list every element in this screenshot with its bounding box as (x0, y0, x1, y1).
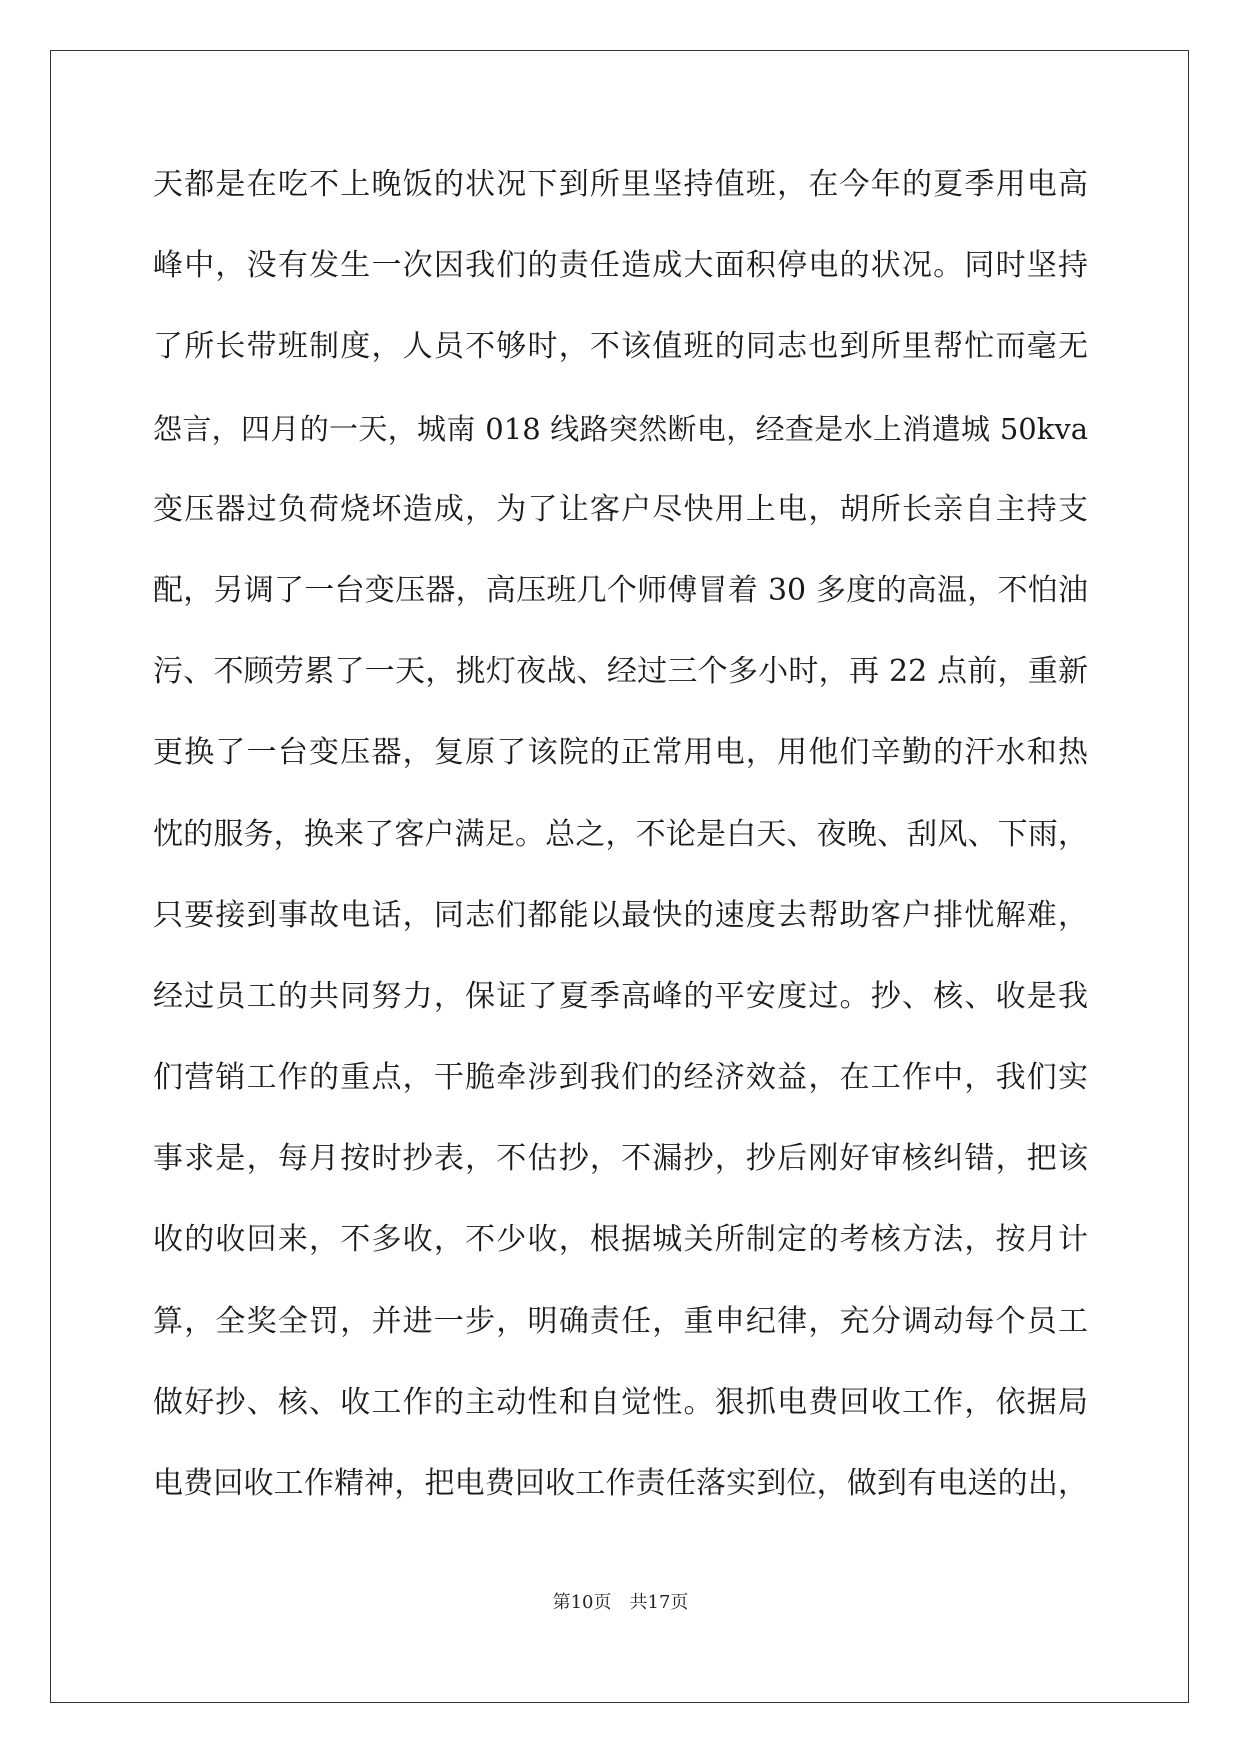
text-line: 收的收回来，不多收，不少收，根据城关所制定的考核方法，按月计 (153, 1222, 1088, 1258)
text-line: 怨言，四月的一天，城南 018 线路突然断电，经查是水上消遣城 50kva (153, 411, 1088, 446)
text-line: 只要接到事故电话，同志们都能以最快的速度去帮助客户排忧解难， (153, 897, 1088, 933)
text-line: 更换了一台变压器，复原了该院的正常用电，用他们辛勤的汗水和热 (153, 735, 1088, 771)
text-line: 经过员工的共同努力，保证了夏季高峰的平安度过。抄、核、收是我 (153, 978, 1088, 1014)
text-line: 做好抄、核、收工作的主动性和自觉性。狠抓电费回收工作，依据局 (153, 1384, 1088, 1420)
text-line: 峰中，没有发生一次因我们的责任造成大面积停电的状况。同时坚持 (153, 248, 1088, 284)
text-line: 事求是，每月按时抄表，不估抄，不漏抄，抄后刚好审核纠错，把该 (153, 1141, 1088, 1177)
text-line: 算，全奖全罚，并进一步，明确责任，重申纪律，充分调动每个员工 (153, 1303, 1088, 1339)
text-line: 们营销工作的重点，干脆牵涉到我们的经济效益，在工作中，我们实 (153, 1060, 1088, 1096)
text-line: 污、不顾劳累了一天，挑灯夜战、经过三个多小时，再 22 点前，重新 (153, 654, 1088, 690)
body-text (153, 164, 1088, 1544)
text-line: 天都是在吃不上晚饭的状况下到所里坚持值班，在今年的夏季用电高 (153, 167, 1088, 202)
text-line: 变压器过负荷烧坏造成，为了让客户尽快用上电，胡所长亲自主持支 (153, 491, 1088, 527)
page-number-footer: 第10页 共17页 (552, 1592, 689, 1613)
text-line: 忱的服务，换来了客户满足。总之，不论是白天、夜晚、刮风、下雨， (153, 816, 1088, 852)
text-line: 了所长带班制度，人员不够时，不该值班的同志也到所里帮忙而毫无 (153, 329, 1088, 365)
text-line: 电费回收工作精神，把电费回收工作责任落实到位，做到有电送的出， (153, 1466, 1088, 1501)
text-line: 配，另调了一台变压器，高压班几个师傅冒着 30 多度的高温，不怕油 (153, 572, 1088, 608)
